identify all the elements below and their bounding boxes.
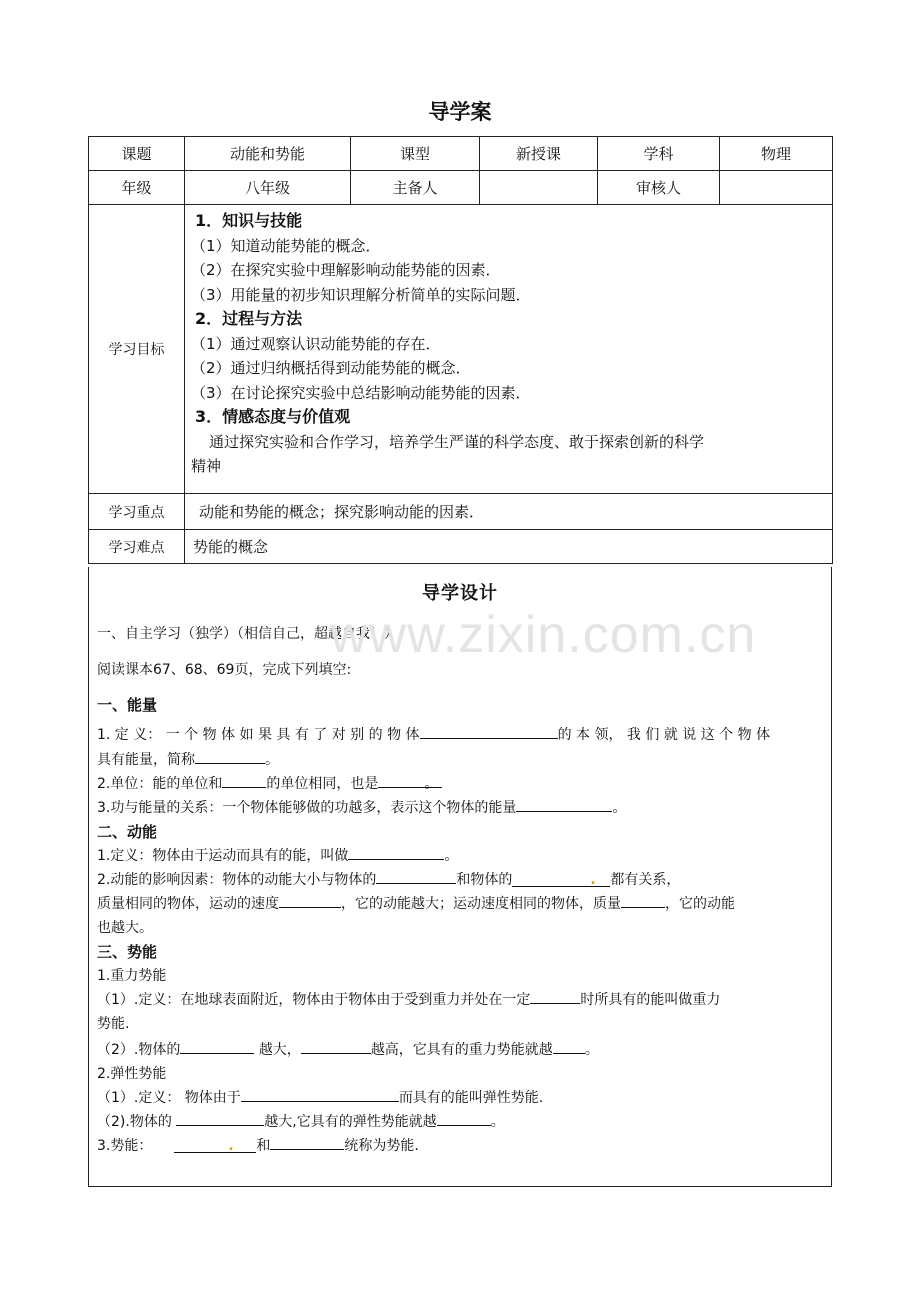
blank[interactable] — [301, 1039, 371, 1054]
potential-summary-line — [97, 1135, 419, 1155]
goals-item: （2）在探究实验中理解影响动能势能的因素． — [191, 261, 501, 279]
mark: . — [590, 872, 596, 888]
difficulty-label: 学习难点 — [89, 530, 185, 564]
goals-heading-3: 3．情感态度与价值观 — [195, 407, 351, 426]
blank[interactable] — [553, 1039, 585, 1054]
blank[interactable] — [437, 1111, 491, 1126]
blank[interactable] — [270, 1135, 344, 1150]
kinetic-mass-line — [97, 893, 735, 913]
text: 。 — [444, 848, 459, 864]
text: 3.功与能量的关系：一个物体能够做的功越多，表示这个物体的能量 — [97, 800, 517, 816]
text: 。 — [584, 1042, 599, 1058]
watermark: www.zixin.com.cn — [330, 606, 757, 664]
elastic-heading: 2.弹性势能 — [97, 1066, 167, 1082]
text: 统称为势能. — [344, 1138, 419, 1154]
section-energy-heading: 一、能量 — [97, 696, 158, 714]
goals-item: 通过探究实验和合作学习，培养学生严谨的科学态度、敢于探索创新的科学 — [209, 432, 705, 451]
text: 3.势能： — [97, 1138, 153, 1154]
energy-def-line-1 — [97, 724, 770, 744]
blank[interactable] — [512, 872, 610, 887]
text: 越大， — [258, 1042, 301, 1058]
text: 的单位相同，也是 — [266, 776, 379, 792]
text: 而具有的能叫弹性势能. — [398, 1090, 544, 1106]
energy-unit-line — [97, 773, 442, 793]
text: 和 — [256, 1138, 271, 1154]
text: 时所具有的能叫做重力 — [580, 992, 721, 1008]
blank[interactable] — [378, 773, 424, 788]
difficulty-text: 势能的概念 — [185, 530, 833, 564]
difficulty-row — [89, 530, 833, 564]
goals-heading-2: 2．过程与方法 — [195, 309, 303, 328]
cell-type-value: 新授课 — [480, 137, 598, 171]
goals-row — [89, 205, 833, 494]
kinetic-end-line: 也越大。 — [97, 920, 153, 936]
text: ，它的动能越大；运动速度相同的物体，质量 — [341, 896, 621, 912]
cell-type-label: 课型 — [351, 137, 480, 171]
text: 。 — [612, 800, 627, 816]
section-kinetic-heading: 二、动能 — [97, 823, 158, 841]
cell-topic-value: 动能和势能 — [185, 137, 351, 171]
text: ，它的动能 — [665, 896, 735, 912]
text: 越高，它具有的重力势能就越 — [370, 1042, 553, 1058]
text: 的 本 领， 我 们 就 说 这 个 物 体 — [557, 727, 771, 743]
text: 2.动能的影响因素：物体的动能大小与物体的 — [97, 872, 377, 888]
cell-preparer-label: 主备人 — [351, 171, 480, 205]
text: 1. 定 义： 一 个 物 体 如 果 具 有 了 对 别 的 物 体 — [97, 727, 420, 743]
blank[interactable] — [516, 797, 612, 812]
cell-reviewer-value — [720, 171, 833, 205]
goals-item: （3）用能量的初步知识理解分析简单的实际问题． — [191, 285, 531, 304]
cell-reviewer-label: 审核人 — [598, 171, 720, 205]
text: 。 — [265, 752, 279, 768]
elastic-def-line — [97, 1087, 543, 1107]
goals-item: （1）通过观察认识动能势能的存在． — [191, 334, 441, 353]
key-point-label: 学习重点 — [89, 494, 185, 530]
header-row-2 — [89, 171, 833, 205]
text: 2.单位：能的单位和 — [97, 776, 223, 792]
gravity-factors-line — [97, 1039, 599, 1059]
blank[interactable] — [174, 1138, 256, 1153]
cell-subject-label: 学科 — [598, 137, 720, 171]
design-title: 导学设计 — [422, 583, 498, 604]
text: （1）.定义： 物体由于 — [97, 1090, 241, 1106]
gravity-heading: 1.重力势能 — [97, 968, 167, 984]
work-energy-line — [97, 797, 626, 817]
cell-topic-label: 课题 — [89, 137, 185, 171]
blank[interactable] — [222, 773, 266, 788]
page-title: 导学案 — [428, 99, 492, 124]
header-table — [88, 136, 833, 564]
cell-grade-label: 年级 — [89, 171, 185, 205]
gravity-def-line — [97, 989, 720, 1009]
key-point-row — [89, 494, 833, 530]
header-row-1 — [89, 137, 833, 171]
blank[interactable] — [241, 1087, 399, 1102]
text: 质量相同的物体，运动的速度 — [97, 896, 279, 912]
blank[interactable] — [176, 1111, 264, 1126]
blank[interactable] — [348, 845, 444, 860]
goals-item: （1）知道动能势能的概念． — [191, 236, 381, 255]
blank[interactable] — [420, 724, 558, 739]
text: 。 — [424, 773, 442, 788]
text: 具有能量，简称 — [97, 752, 195, 768]
blank[interactable] — [195, 749, 265, 764]
goals-item: （3）在讨论探究实验中总结影响动能势能的因素． — [191, 383, 531, 402]
text: （1）.定义：在地球表面附近，物体由于物体由于受到重力并处在一定 — [97, 992, 531, 1008]
kinetic-factors-line — [97, 869, 680, 889]
elastic-factors-line — [97, 1111, 505, 1131]
cell-subject-value: 物理 — [720, 137, 833, 171]
text: 和物体的 — [456, 872, 513, 888]
section-potential-heading: 三、势能 — [97, 943, 158, 961]
intro-line: 一、自主学习（独学）（相信自己，超越自我！） — [97, 626, 398, 642]
goals-content — [185, 205, 833, 494]
blank[interactable] — [621, 893, 665, 908]
blank[interactable] — [279, 893, 341, 908]
mark: . — [228, 1138, 234, 1154]
blank[interactable] — [530, 989, 580, 1004]
text: 都有关系， — [610, 872, 681, 888]
text: （2）.物体的 — [97, 1042, 181, 1058]
energy-def-line-2 — [97, 749, 279, 769]
goals-item: （2）通过归纳概括得到动能势能的概念． — [191, 359, 471, 377]
cell-preparer-value — [480, 171, 598, 205]
goals-label: 学习目标 — [89, 205, 185, 494]
blank[interactable] — [180, 1039, 254, 1054]
blank[interactable] — [376, 869, 456, 884]
text: （2).物体的 — [97, 1114, 172, 1130]
text: 。 — [490, 1114, 505, 1130]
reading-instruction: 阅读课本67、68、69页，完成下列填空: — [97, 662, 352, 678]
gravity-def-end: 势能. — [97, 1016, 130, 1032]
cell-grade-value: 八年级 — [185, 171, 351, 205]
kinetic-def-line — [97, 845, 458, 865]
text: 1.定义：物体由于运动而具有的能，叫做 — [97, 848, 349, 864]
key-point-text: 动能和势能的概念；探究影响动能的因素． — [185, 494, 833, 530]
text: 越大,它具有的弹性势能就越 — [264, 1114, 437, 1130]
goals-heading-1: 1．知识与技能 — [195, 211, 303, 230]
goals-item: 精神 — [191, 457, 222, 475]
